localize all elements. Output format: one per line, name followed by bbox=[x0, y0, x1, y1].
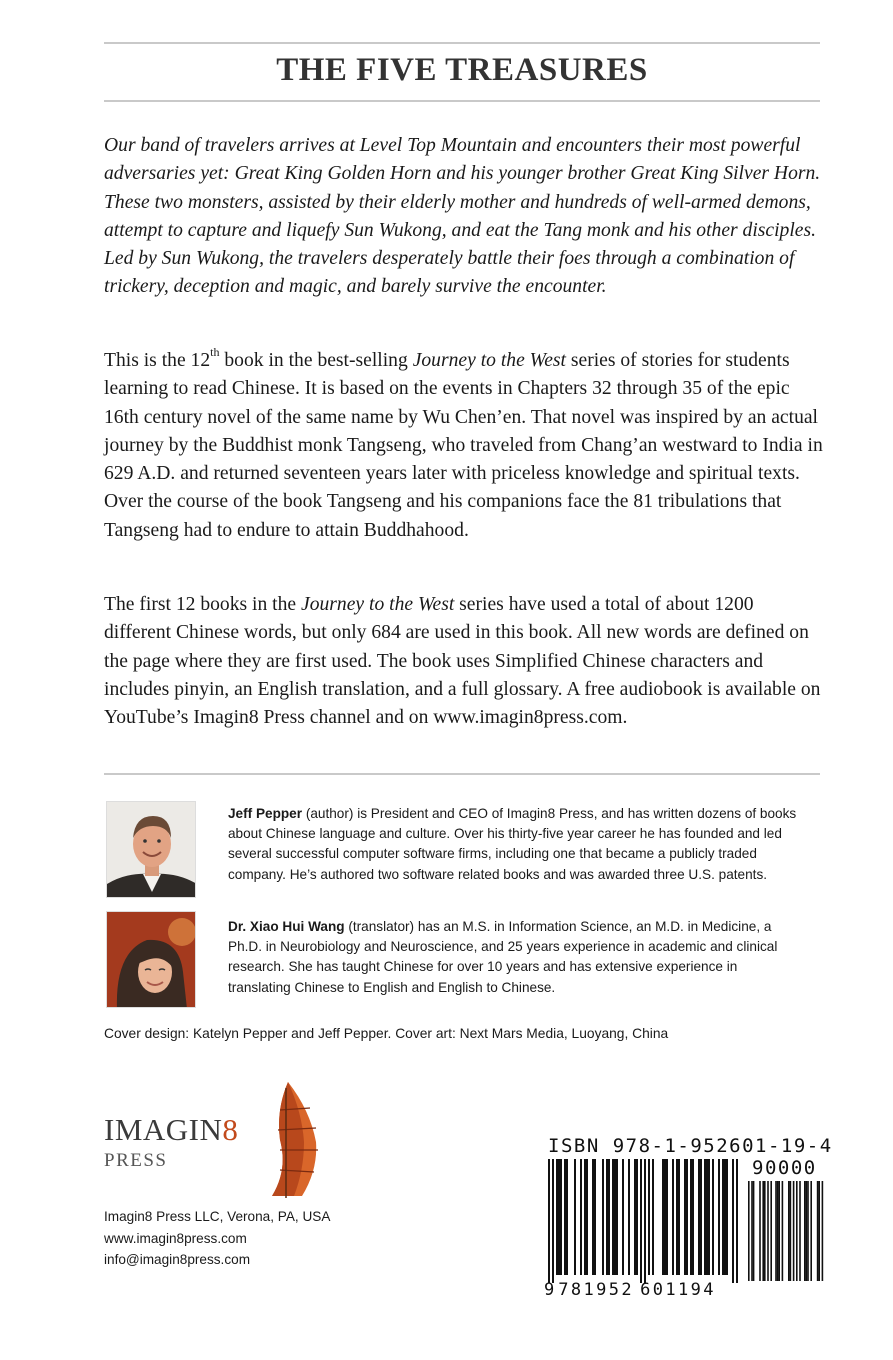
barcode-bar bbox=[706, 1159, 708, 1275]
p2-text-c: series of stories for students learning to read Chinese. It is based on the events in Chapters 32 through 35 of the epic 16th century novel of the same name by Wu Chen’en. That novel was inspired by an actual journey by the Buddhist monk Tangseng, who traveled from Chang’an westward to India in 629 A.D. and returned seventeen years later with priceless knowledge and spiritual texts. Over the course of the book Tangseng and his companions face the 81 tribulations that Tangseng had to endure to attain Buddhahood. bbox=[104, 350, 823, 541]
barcode-bar bbox=[558, 1159, 560, 1275]
barcode-bar bbox=[692, 1159, 694, 1275]
barcode-bar bbox=[678, 1159, 680, 1275]
barcode-bar bbox=[698, 1159, 700, 1275]
addon-bar bbox=[818, 1181, 820, 1281]
isbn-barcode bbox=[540, 1135, 840, 1305]
author-photo bbox=[106, 801, 196, 898]
addon-bar bbox=[806, 1181, 808, 1281]
barcode-bar bbox=[622, 1159, 624, 1275]
cover-credits: Cover design: Katelyn Pepper and Jeff Pepper. Cover art: Next Mars Media, Luoyang, China bbox=[104, 1026, 669, 1041]
ean-group-1: 781952 bbox=[558, 1280, 635, 1300]
p2-superscript: th bbox=[210, 345, 220, 360]
barcode-bar bbox=[606, 1159, 608, 1275]
barcode-bar bbox=[594, 1159, 596, 1275]
addon-barcode-bars bbox=[748, 1181, 832, 1281]
barcode-bar bbox=[616, 1159, 618, 1275]
barcode-bar bbox=[644, 1159, 646, 1283]
isbn-label: ISBN 978-1-952601-19-4 bbox=[548, 1135, 833, 1157]
barcode-bar bbox=[556, 1159, 558, 1275]
barcode-bar bbox=[700, 1159, 702, 1275]
addon-bar bbox=[777, 1181, 779, 1281]
barcode-bar bbox=[722, 1159, 724, 1275]
barcode-bar bbox=[712, 1159, 714, 1275]
series-paragraph bbox=[104, 347, 824, 545]
top-rule bbox=[104, 42, 820, 44]
barcode-bar bbox=[564, 1159, 566, 1275]
synopsis-paragraph: Our band of travelers arrives at Level Top Mountain and encounters their most powerful adversaries yet: Great King Golden Horn and his younger brother Great King Silver Horn. These two monsters, assisted by their elderly mother and hundreds of well-armed demons, attempt to capture and liquefy Sun Wukong, and eat the Tang monk and his other disciples. Led by Sun Wukong, the travelers desperately battle their foes through a combination of trickery, deception and magic, and barely survive the encounter. bbox=[104, 135, 821, 298]
bio-rule bbox=[104, 773, 820, 775]
translator-bio bbox=[228, 917, 798, 998]
publisher-email[interactable]: info@imagin8press.com bbox=[104, 1252, 251, 1267]
barcode-bar bbox=[732, 1159, 734, 1283]
barcode-bar bbox=[636, 1159, 638, 1275]
author-bio-text: (author) is President and CEO of Imagin8 Press, and has written dozens of books about Chinese language and culture. Over his thirty-five year career he has founded and led several successful computer software firms, including one that became a publicly traded company. He’s authored two software related books and was awarded three U.S. patents. bbox=[228, 806, 797, 882]
p3-text-b: series have used a total of about 1200 different Chinese words, but only 684 are used in this book. All new words are defined on the page where they are first used. The book uses Simplified Chinese characters and includes pinyin, an English translation, and a full glossary. A free audiobook is available on YouTube’s Imagin8 Press channel and on www.imagin8press.com. bbox=[104, 594, 821, 729]
addon-bar bbox=[799, 1181, 801, 1281]
addon-bar bbox=[751, 1181, 753, 1281]
addon-bar bbox=[762, 1181, 764, 1281]
addon-bar bbox=[822, 1181, 824, 1281]
barcode-bar bbox=[574, 1159, 576, 1275]
barcode-bar bbox=[602, 1159, 604, 1275]
barcode-bar bbox=[634, 1159, 636, 1275]
barcode-bar bbox=[580, 1159, 582, 1275]
ean-first-digit: 9 bbox=[544, 1280, 555, 1300]
barcode-bar bbox=[686, 1159, 688, 1275]
logo-imagin: IMAGIN bbox=[104, 1112, 223, 1147]
addon-bar bbox=[753, 1181, 755, 1281]
addon-label: 90000 bbox=[752, 1157, 817, 1179]
addon-bar bbox=[759, 1181, 761, 1281]
barcode-bar bbox=[608, 1159, 610, 1275]
addon-bar bbox=[788, 1181, 790, 1281]
barcode-bar bbox=[672, 1159, 674, 1275]
book-title: THE FIVE TREASURES bbox=[276, 52, 648, 88]
barcode-bar bbox=[726, 1159, 728, 1275]
addon-bar bbox=[775, 1181, 777, 1281]
barcode-bar bbox=[566, 1159, 568, 1275]
barcode-bar bbox=[552, 1159, 554, 1283]
barcode-bar bbox=[736, 1159, 738, 1283]
barcode-bar bbox=[548, 1159, 550, 1283]
translator-portrait-icon bbox=[107, 912, 196, 1008]
translator-name: Dr. Xiao Hui Wang bbox=[228, 919, 345, 934]
author-name: Jeff Pepper bbox=[228, 806, 303, 821]
addon-bar bbox=[796, 1181, 798, 1281]
barcode-bar bbox=[612, 1159, 614, 1275]
addon-bar bbox=[782, 1181, 784, 1281]
addon-bar bbox=[807, 1181, 809, 1281]
p2-text-a: This is the 12 bbox=[104, 350, 211, 371]
addon-bar bbox=[748, 1181, 750, 1281]
addon-bar bbox=[767, 1181, 769, 1281]
junk-sail-icon bbox=[258, 1080, 330, 1200]
barcode-bar bbox=[704, 1159, 706, 1275]
logo-eight: 8 bbox=[222, 1112, 239, 1147]
barcode-bar bbox=[708, 1159, 710, 1275]
barcode-bar bbox=[592, 1159, 594, 1275]
barcode-bar bbox=[684, 1159, 686, 1275]
barcode-bar bbox=[586, 1159, 588, 1275]
ean-digits bbox=[544, 1280, 716, 1300]
vocabulary-paragraph bbox=[104, 591, 824, 732]
barcode-bar bbox=[640, 1159, 642, 1283]
barcode-bar bbox=[690, 1159, 692, 1275]
title-rule bbox=[104, 100, 820, 102]
addon-bar bbox=[770, 1181, 772, 1281]
publisher-address: Imagin8 Press LLC, Verona, PA, USA bbox=[104, 1209, 331, 1224]
publisher-info bbox=[104, 1206, 424, 1271]
addon-bar bbox=[817, 1181, 819, 1281]
p3-text-a: The first 12 books in the bbox=[104, 594, 301, 615]
translator-photo bbox=[106, 911, 196, 1008]
barcode-bar bbox=[628, 1159, 630, 1275]
translator-bio-text: (translator) has an M.S. in Information Science, an M.D. in Medicine, a Ph.D. in Neurobiology and Neuroscience, and 25 years experience in academic and clinical research. She has taught Chinese for over 10 years and has extensive experience in translating Chinese to English and English to Chinese. bbox=[228, 919, 778, 995]
ean-barcode-bars bbox=[548, 1159, 744, 1283]
addon-bar bbox=[804, 1181, 806, 1281]
author-portrait-icon bbox=[107, 802, 196, 898]
barcode-bar bbox=[560, 1159, 562, 1275]
barcode-bar bbox=[666, 1159, 668, 1275]
p2-text-b: book in the best-selling bbox=[219, 350, 413, 371]
addon-bar bbox=[764, 1181, 766, 1281]
barcode-bar bbox=[648, 1159, 650, 1275]
barcode-bar bbox=[664, 1159, 666, 1275]
addon-bar bbox=[793, 1181, 795, 1281]
series-title-2: Journey to the West bbox=[301, 594, 455, 615]
barcode-bar bbox=[652, 1159, 654, 1275]
publisher-website[interactable]: www.imagin8press.com bbox=[104, 1230, 247, 1246]
publisher-logo bbox=[104, 1080, 334, 1200]
author-bio bbox=[228, 804, 798, 885]
ean-group-2: 601194 bbox=[640, 1280, 716, 1300]
barcode-bar bbox=[662, 1159, 664, 1275]
addon-bar bbox=[790, 1181, 792, 1281]
series-title: Journey to the West bbox=[412, 350, 566, 371]
logo-wordmark bbox=[104, 1112, 238, 1148]
addon-bar bbox=[778, 1181, 780, 1281]
logo-press: PRESS bbox=[104, 1150, 168, 1171]
barcode-bar bbox=[724, 1159, 726, 1275]
barcode-bar bbox=[718, 1159, 720, 1275]
barcode-bar bbox=[584, 1159, 586, 1275]
barcode-bar bbox=[676, 1159, 678, 1275]
barcode-bar bbox=[614, 1159, 616, 1275]
addon-bar bbox=[810, 1181, 812, 1281]
